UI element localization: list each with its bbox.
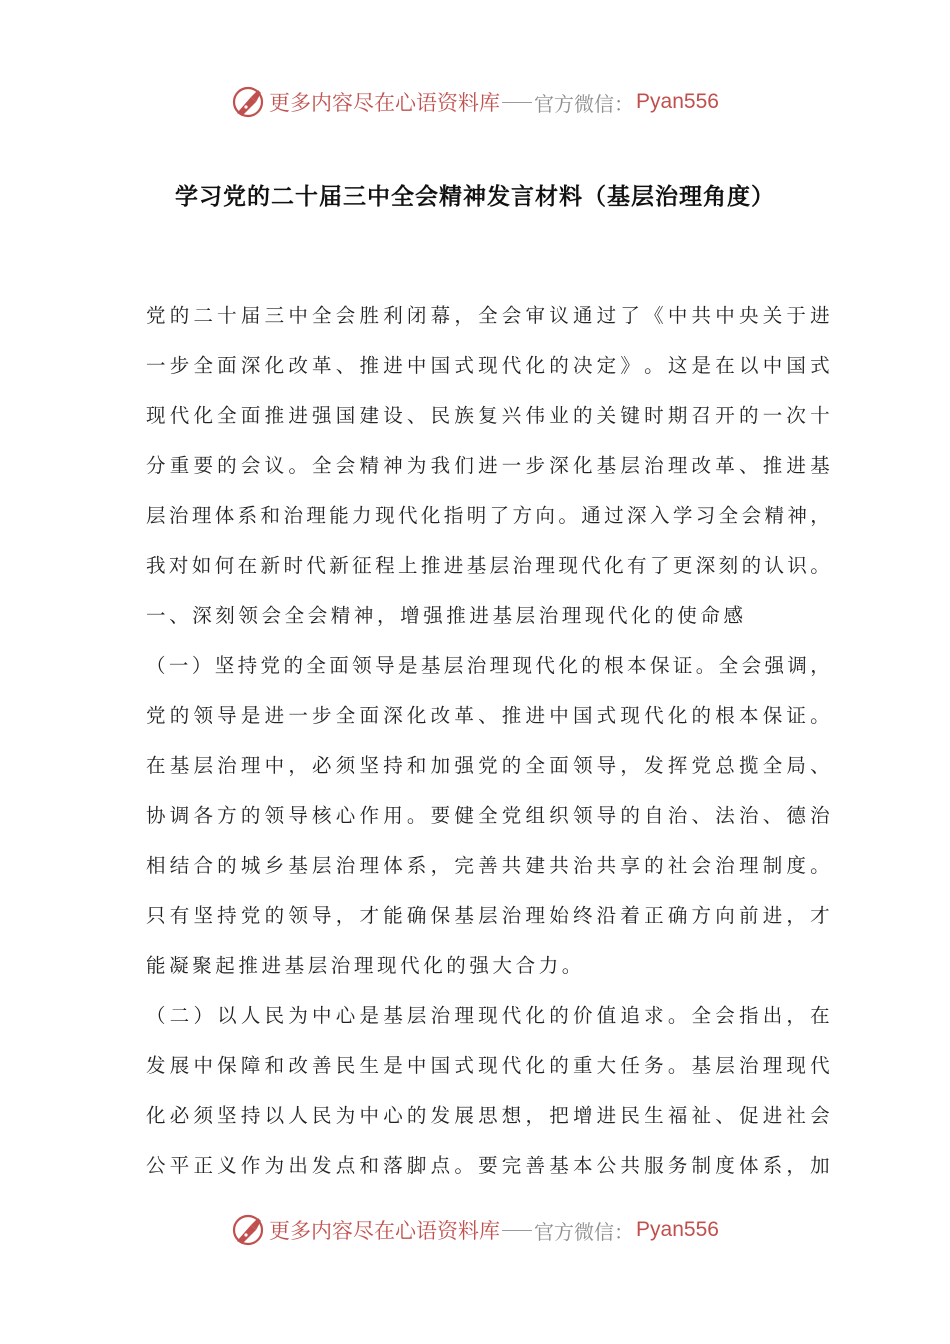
banner-text-right: 官方微信： [534, 1219, 635, 1244]
body-line: 只 有 坚 持 党 的 领 导 ， 才 能 确 保 基 层 治 理 始 终 沿 着 正 确 方 向 前 进 ， 才 [146, 904, 830, 927]
body-line: 我 对 如 何 在 新 时 代 新 征 程 上 推 进 基 层 治 理 现 代 化 有 了 更 深 刻 的 认 识 。 [146, 554, 830, 577]
body-line: 分 重 要 的 会 议 。 全 会 精 神 为 我 们 进 一 步 深 化 基 层 治 理 改 革 、 推 进 基 [146, 454, 830, 477]
body-line: 协 调 各 方 的 领 导 核 心 作 用 。 要 健 全 党 组 织 领 导 的 自 治 、 法 治 、 德 治 [146, 804, 830, 827]
body-line: 相 结 合 的 城 乡 基 层 治 理 体 系 ， 完 善 共 建 共 治 共 享 的 社 会 治 理 制 度 。 [146, 854, 830, 877]
body-line: （ 二 ） 以 人 民 为 中 心 是 基 层 治 理 现 代 化 的 价 值 追 求 。 全 会 指 出 ， 在 [146, 1004, 830, 1027]
body-line: 化 必 须 坚 持 以 人 民 为 中 心 的 发 展 思 想 ， 把 增 进 民 生 福 祉 、 促 进 社 会 [146, 1104, 830, 1127]
body-line: 能凝聚起推进基层治理现代化的强大合力。 [146, 954, 585, 977]
body-line: 一 步 全 面 深 化 改 革 、 推 进 中 国 式 现 代 化 的 决 定 》 。 这 是 在 以 中 国 式 [146, 354, 830, 377]
banner-text-left: 更多内容尽在心语资料库 [269, 91, 501, 115]
body-line: 在 基 层 治 理 中 ， 必 须 坚 持 和 加 强 党 的 全 面 领 导 ， 发 挥 党 总 揽 全 局 、 [146, 754, 830, 777]
body-line: 公 平 正 义 作 为 出 发 点 和 落 脚 点 。 要 完 善 基 本 公 共 服 务 制 度 体 系 ， 加 [146, 1154, 830, 1177]
document-title: 学习党的二十届三中全会精神发言材料（基层治理角度） [175, 184, 775, 210]
body-line: 现 代 化 全 面 推 进 强 国 建 设 、 民 族 复 兴 伟 业 的 关 键 时 期 召 开 的 一 次 十 [146, 404, 830, 427]
pen-nib-icon [231, 85, 265, 119]
body-line: 层 治 理 体 系 和 治 理 能 力 现 代 化 指 明 了 方 向 。 通 过 深 入 学 习 全 会 精 神 ， [146, 504, 830, 527]
banner-text-right: 官方微信： [534, 91, 635, 116]
header-watermark-banner [0, 82, 950, 122]
body-line: 党 的 二 十 届 三 中 全 会 胜 利 闭 幕 ， 全 会 审 议 通 过 了 《 中 共 中 央 关 于 进 [146, 304, 830, 327]
banner-dash [502, 102, 532, 103]
banner-text-left: 更多内容尽在心语资料库 [269, 1219, 501, 1243]
pen-nib-icon [231, 1213, 265, 1247]
banner-dash [502, 1230, 532, 1231]
banner-wechat-id: Pyan556 [636, 90, 719, 113]
body-line: 党 的 领 导 是 进 一 步 全 面 深 化 改 革 、 推 进 中 国 式 现 代 化 的 根 本 保 证 。 [146, 704, 830, 727]
body-line: 发 展 中 保 障 和 改 善 民 生 是 中 国 式 现 代 化 的 重 大 任 务 。 基 层 治 理 现 代 [146, 1054, 830, 1077]
footer-watermark-banner [0, 1210, 950, 1250]
banner-wechat-id: Pyan556 [636, 1218, 719, 1241]
document-body [146, 291, 830, 1191]
body-line: （ 一 ） 坚 持 党 的 全 面 领 导 是 基 层 治 理 现 代 化 的 根 本 保 证 。 全 会 强 调 ， [146, 654, 830, 677]
section-heading: 一、深刻领会全会精神，增强推进基层治理现代化的使命感 [146, 604, 747, 627]
